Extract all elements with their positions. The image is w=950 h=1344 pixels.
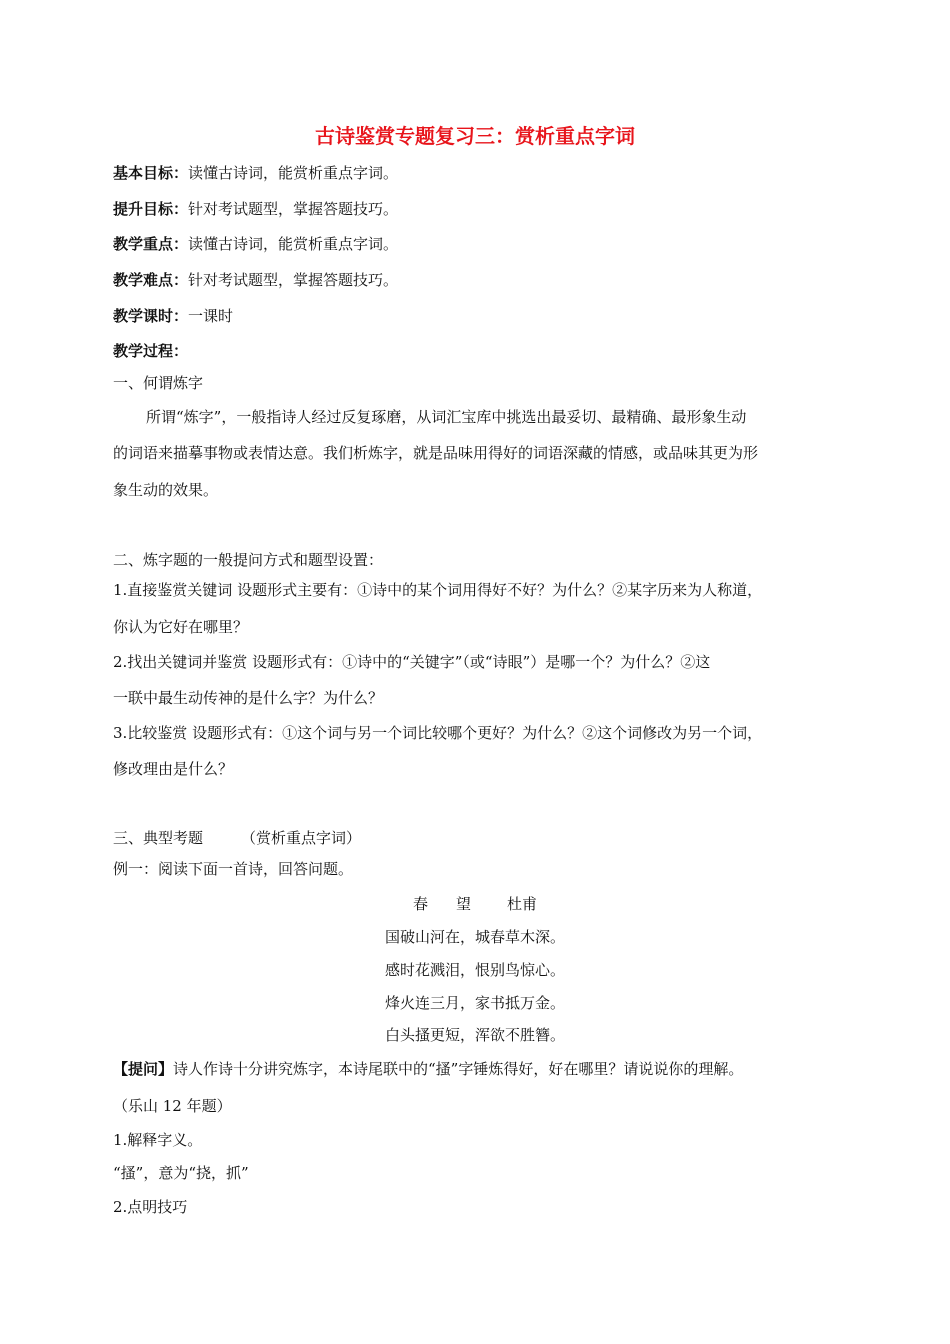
teaching-focus xyxy=(113,234,398,254)
poem-title-char: 望 xyxy=(455,895,471,913)
teaching-hours xyxy=(113,306,233,326)
poem-author: 杜甫 xyxy=(507,895,538,913)
section3-heading-text: 三、典型考题 xyxy=(113,829,204,847)
objective-label: 教学课时： xyxy=(113,307,189,325)
objective-advanced xyxy=(113,199,398,219)
objective-text: 读懂古诗词，能赏析重点字词。 xyxy=(188,164,399,182)
section2-item-1: 1.直接鉴赏关键词 设题形式主要有：①诗中的某个词用得好不好？为什么？②某字历来为人称道， xyxy=(113,581,763,599)
section2-item-2-cont: 一联中最生动传神的是什么字？为什么？ xyxy=(113,689,384,707)
question-text: 诗人作诗十分讲究炼字，本诗尾联中的“搔”字锤炼得好，好在哪里？请说说你的理解。 xyxy=(173,1060,744,1078)
question xyxy=(113,1059,743,1079)
section2-heading: 二、炼字题的一般提问方式和题型设置： xyxy=(113,551,384,569)
section1-paragraph-line: 所谓“炼字”，一般指诗人经过反复琢磨，从词汇宝库中挑选出最妥切、最精确、最形象生动 xyxy=(146,408,747,426)
section3-heading xyxy=(113,828,361,848)
question-label: 【提问】 xyxy=(113,1060,174,1078)
section2-item-3: 3.比较鉴赏 设题形式有：①这个词与另一个词比较哪个更好？为什么？②这个词修改为另一个词， xyxy=(113,724,763,742)
poem-title xyxy=(0,894,950,914)
objective-text: 针对考试题型，掌握答题技巧。 xyxy=(188,271,399,289)
page-title: 古诗鉴赏专题复习三：赏析重点字词 xyxy=(315,124,635,148)
objective-label: 提升目标： xyxy=(113,200,189,218)
objective-label: 基本目标： xyxy=(113,164,189,182)
example-intro: 例一：阅读下面一首诗，回答问题。 xyxy=(113,860,354,878)
objective-text: 读懂古诗词，能赏析重点字词。 xyxy=(188,235,399,253)
answer-step: 2.点明技巧 xyxy=(113,1198,188,1216)
objective-label: 教学难点： xyxy=(113,271,189,289)
answer-step: “搔”，意为“挠，抓” xyxy=(113,1164,249,1182)
section1-paragraph-line: 的词语来描摹事物或表情达意。我们析炼字，就是品味用得好的词语深藏的情感，或品味其更为形 xyxy=(113,444,759,462)
question-source: （乐山 12 年题） xyxy=(113,1097,232,1115)
section2-item-2: 2.找出关键词并鉴赏 设题形式有：①诗中的“关键字”（或“诗眼”）是哪一个？为什么？②这 xyxy=(113,653,711,671)
poem-line: 白头搔更短，浑欲不胜簪。 xyxy=(384,1026,565,1044)
objective-basic xyxy=(113,163,398,183)
objective-label: 教学过程： xyxy=(113,342,189,360)
section2-item-3-cont: 修改理由是什么？ xyxy=(113,760,234,778)
section1-paragraph-line: 象生动的效果。 xyxy=(113,481,219,499)
poem-title-char: 春 xyxy=(412,895,428,913)
answer-step: 1.解释字义。 xyxy=(113,1131,203,1149)
objective-label: 教学重点： xyxy=(113,235,189,253)
teaching-difficulty xyxy=(113,270,398,290)
teaching-process xyxy=(113,341,188,361)
poem-line: 国破山河在，城春草木深。 xyxy=(384,928,565,946)
poem-line: 感时花溅泪，恨别鸟惊心。 xyxy=(384,961,565,979)
objective-text: 针对考试题型，掌握答题技巧。 xyxy=(188,200,399,218)
section1-heading: 一、何谓炼字 xyxy=(113,374,204,392)
objective-text: 一课时 xyxy=(188,307,234,325)
section2-item-1-cont: 你认为它好在哪里？ xyxy=(113,618,249,636)
section3-heading-note: （赏析重点字词） xyxy=(241,829,362,847)
poem-line: 烽火连三月，家书抵万金。 xyxy=(384,994,565,1012)
